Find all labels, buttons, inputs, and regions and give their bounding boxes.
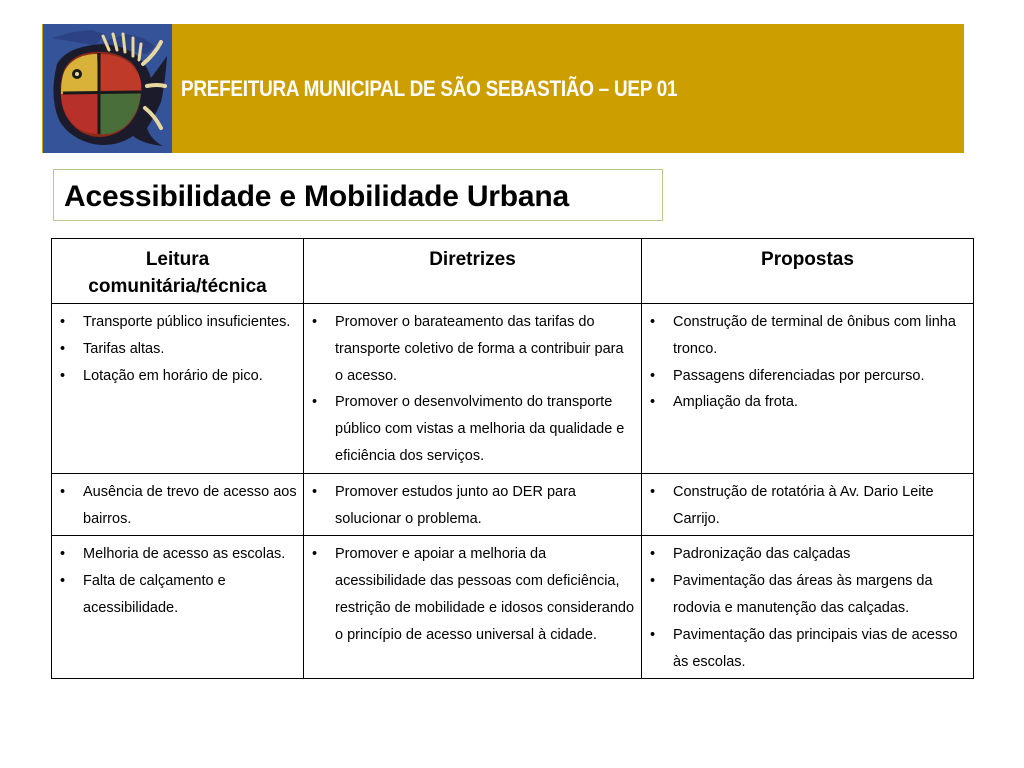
- column-header-propostas: Propostas: [642, 239, 974, 304]
- content-table: [51, 238, 974, 679]
- table-row: [52, 536, 974, 679]
- list-item: • Ampliação da frota.: [648, 389, 967, 416]
- list-item: • Pavimentação das principais vias de acesso às escolas.: [648, 622, 967, 676]
- table-cell-leitura: [52, 536, 304, 679]
- list-item: • Promover e apoiar a melhoria da acessibilidade das pessoas com deficiência, restrição de mobilidade e idosos considerando o princípio de acesso universal à cidade.: [310, 541, 635, 648]
- list-item: • Promover estudos junto ao DER para solucionar o problema.: [310, 479, 635, 533]
- list-item: • Transporte público insuficientes.: [58, 309, 297, 336]
- table-row: [52, 304, 974, 474]
- list-item: • Ausência de trevo de acesso aos bairros.: [58, 479, 297, 533]
- table-cell-diretrizes: [304, 473, 642, 536]
- list-item: • Melhoria de acesso as escolas.: [58, 541, 297, 568]
- list-item: • Padronização das calçadas: [648, 541, 967, 568]
- column-header-diretrizes: Diretrizes: [304, 239, 642, 304]
- table-cell-leitura: [52, 304, 304, 474]
- list-item: • Promover o desenvolvimento do transporte público com vistas a melhoria da qualidade e eficiência dos serviços.: [310, 389, 635, 469]
- fish-logo-icon: [43, 24, 172, 153]
- table-cell-leitura: [52, 473, 304, 536]
- list-item: • Pavimentação das áreas às margens da rodovia e manutenção das calçadas.: [648, 568, 967, 622]
- slide-title-box: [53, 169, 663, 221]
- list-item: • Falta de calçamento e acessibilidade.: [58, 568, 297, 622]
- table-cell-diretrizes: [304, 536, 642, 679]
- list-item: • Construção de rotatória à Av. Dario Leite Carrijo.: [648, 479, 967, 533]
- table-header-row: [52, 239, 974, 304]
- list-item: • Passagens diferenciadas por percurso.: [648, 363, 967, 390]
- column-header-leitura: Leitura comunitária/técnica: [52, 239, 304, 304]
- table-cell-propostas: [642, 536, 974, 679]
- list-item: • Construção de terminal de ônibus com linha tronco.: [648, 309, 967, 363]
- table-row: [52, 473, 974, 536]
- table-cell-propostas: [642, 473, 974, 536]
- list-item: • Promover o barateamento das tarifas do transporte coletivo de forma a contribuir para o acesso.: [310, 309, 635, 389]
- table-cell-propostas: [642, 304, 974, 474]
- list-item: • Tarifas altas.: [58, 336, 297, 363]
- list-item: • Lotação em horário de pico.: [58, 363, 297, 390]
- header-title: PREFEITURA MUNICIPAL DE SÃO SEBASTIÃO – UEP 01: [181, 76, 678, 101]
- slide-title: Acessibilidade e Mobilidade Urbana: [64, 180, 570, 213]
- table-cell-diretrizes: [304, 304, 642, 474]
